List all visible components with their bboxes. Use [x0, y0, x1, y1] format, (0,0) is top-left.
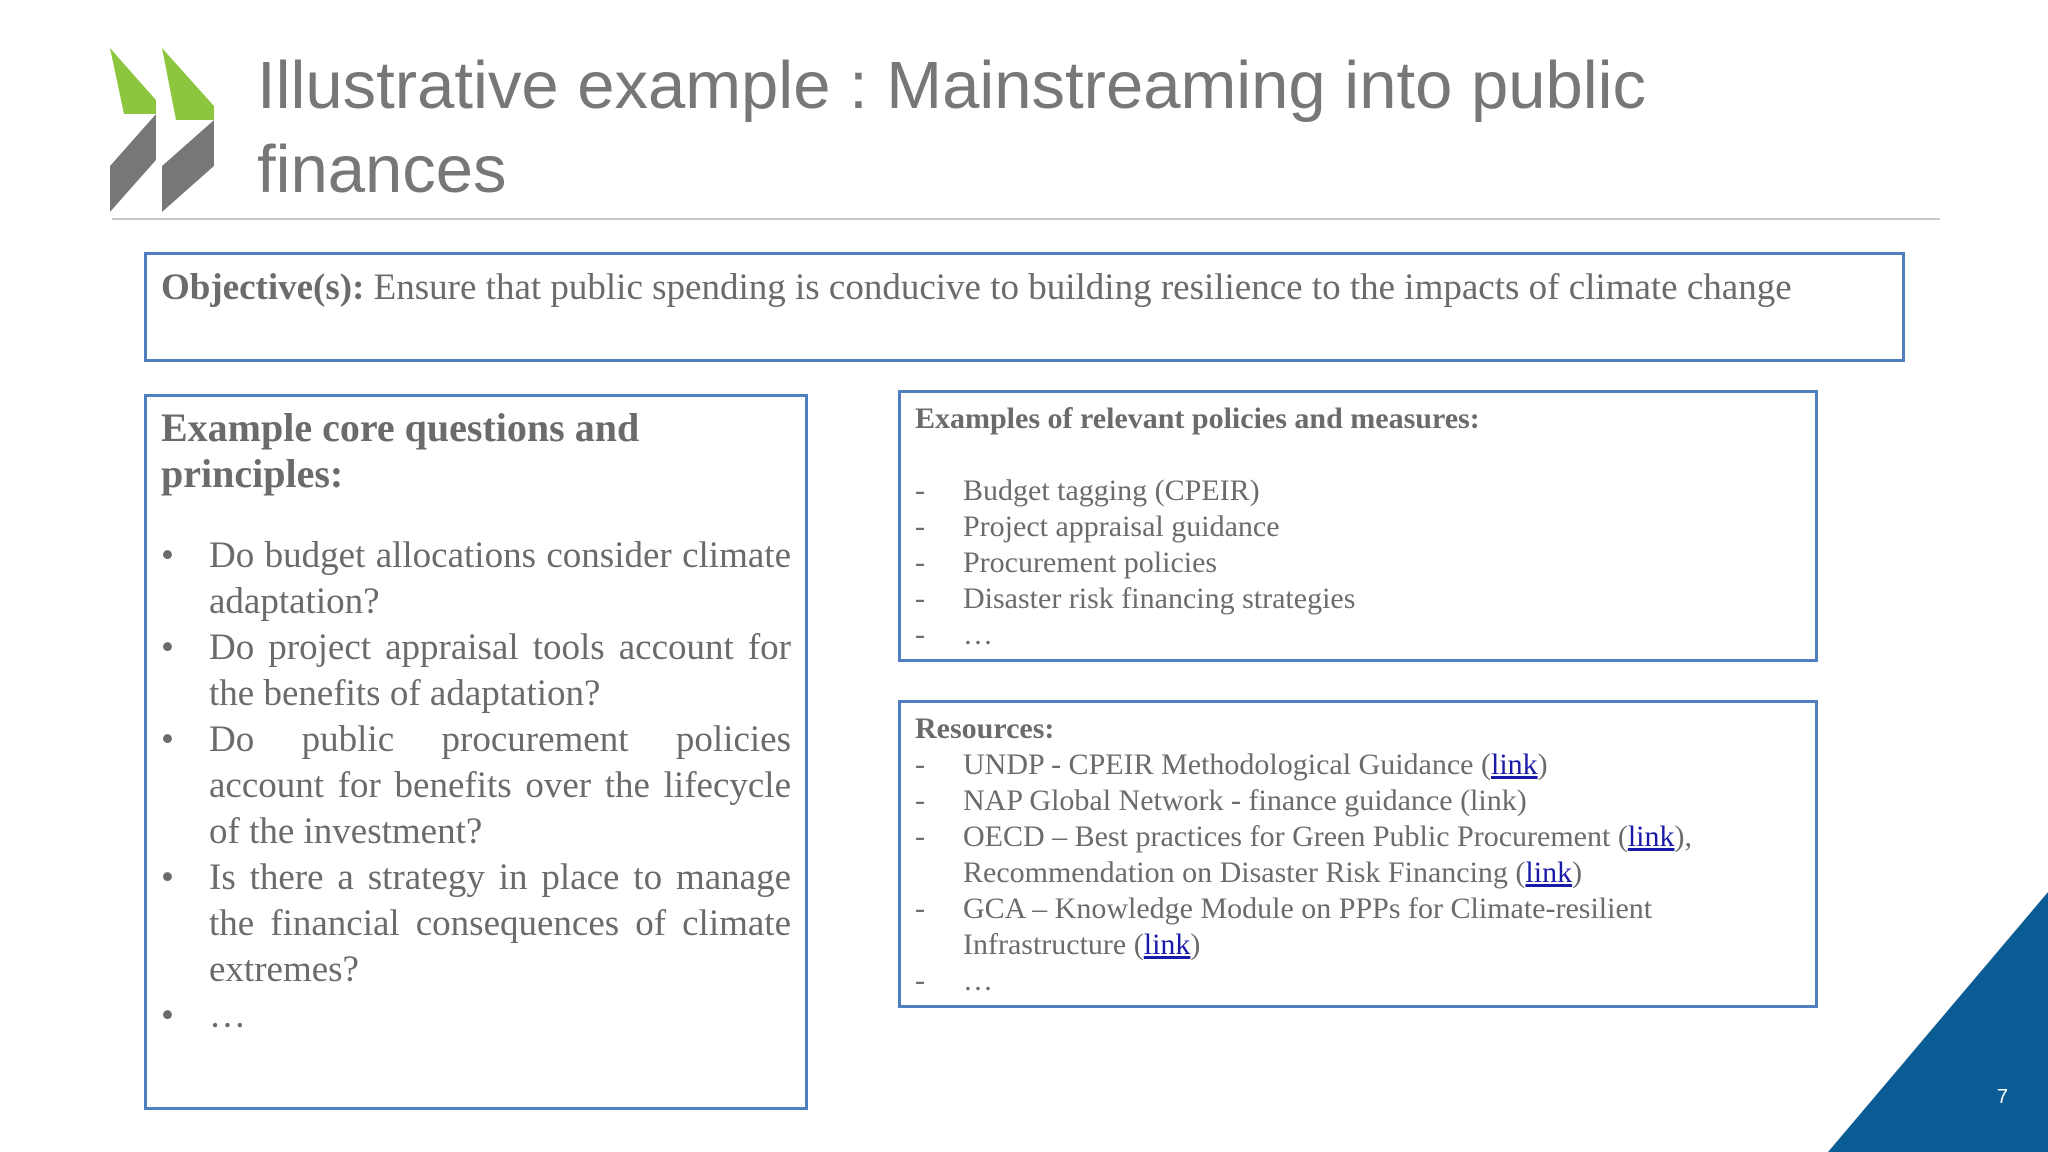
list-item: - … — [915, 964, 993, 997]
objective-box — [144, 252, 1905, 362]
bullet-icon: • — [161, 719, 174, 760]
list-item: • Do budget allocations consider climate adaptation? — [161, 535, 791, 622]
objective-text — [161, 265, 1888, 311]
bullet-icon: • — [161, 857, 174, 898]
list-item: - … — [915, 618, 993, 651]
list-item: - UNDP - CPEIR Methodological Guidance (link) — [915, 748, 1548, 781]
policies-list — [915, 473, 1801, 653]
resources-heading: Resources: — [915, 712, 1055, 745]
list-item: • … — [161, 993, 791, 1039]
slide-title: Illustrative example : Mainstreaming into public finances — [257, 48, 1647, 207]
core-questions-box — [144, 394, 808, 1110]
policies-box — [898, 390, 1818, 662]
objective-label: Objective(s): — [161, 267, 365, 308]
list-item: • Is there a strategy in place to manage the financial consequences of climate extremes? — [161, 857, 791, 990]
list-item: • Do public procurement policies account for benefits over the lifecycle of the investment? — [161, 719, 791, 852]
list-item: - Procurement policies — [915, 546, 1218, 579]
list-item: - OECD – Best practices for Green Public Procurement (link), Recommendation on Disaster Risk Financing (link) — [915, 820, 1692, 889]
corner-triangle-decoration — [1828, 892, 2048, 1152]
cpeir-guidance-link[interactable]: link — [1490, 748, 1538, 781]
resources-list — [915, 747, 1801, 999]
oecd-chevron-logo — [110, 48, 220, 212]
list-item: - Budget tagging (CPEIR) — [915, 474, 1260, 507]
policies-heading: Examples of relevant policies and measures: — [915, 402, 1480, 435]
list-item: • Do project appraisal tools account for the benefits of adaptation? — [161, 627, 791, 714]
title-divider — [112, 218, 1940, 220]
bullet-icon: • — [161, 535, 174, 576]
list-item: - Project appraisal guidance — [915, 510, 1280, 543]
core-questions-heading: Example core questions and principles: — [161, 405, 640, 496]
list-item: - NAP Global Network - finance guidance (link) — [915, 784, 1527, 817]
bullet-icon: • — [161, 995, 174, 1036]
disaster-risk-financing-link[interactable]: link — [1525, 856, 1573, 889]
bullet-icon: • — [161, 627, 174, 668]
page-number: 7 — [1996, 1086, 2008, 1108]
green-procurement-link[interactable]: link — [1627, 820, 1675, 853]
objective-body: Ensure that public spending is conducive to building resilience to the impacts of climate change — [364, 267, 1792, 308]
resources-box — [898, 700, 1818, 1008]
list-item: - Disaster risk financing strategies — [915, 582, 1356, 615]
ppp-module-link[interactable]: link — [1143, 928, 1191, 961]
core-questions-list — [161, 533, 791, 1039]
list-item: - GCA – Knowledge Module on PPPs for Climate-resilient Infrastructure (link) — [915, 892, 1653, 961]
